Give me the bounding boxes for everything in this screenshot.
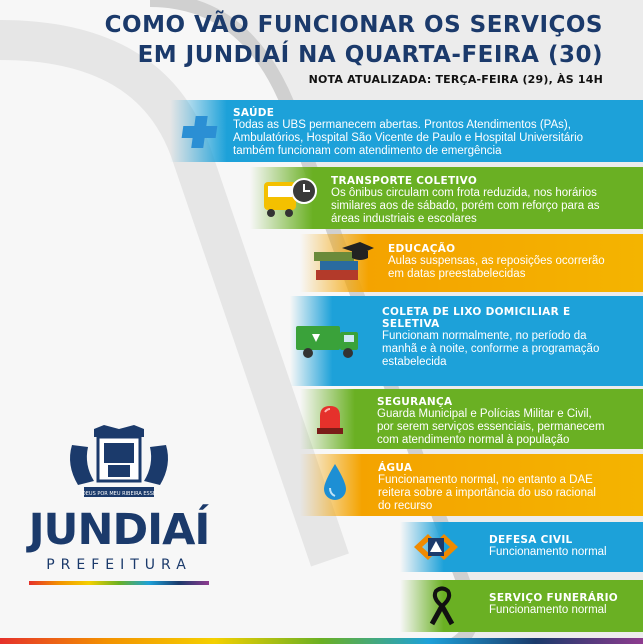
garbage-truck-icon	[294, 322, 362, 360]
service-text-line: Ambulatórios, Hospital São Vicente de Paulo e Hospital Universitário	[233, 132, 584, 144]
service-heading: COLETA DE LIXO DOMICILIAR E	[382, 306, 571, 318]
service-heading: DEFESA CIVIL	[489, 534, 573, 546]
service-text-line: por serem serviços essenciais, permanecem	[377, 421, 605, 433]
mourning-ribbon-icon	[428, 586, 456, 626]
header	[105, 10, 603, 88]
service-text-line: Funcionam normalmente, no período da	[382, 330, 587, 342]
health-cross-icon	[180, 114, 218, 150]
service-text-line: Funcionamento normal	[489, 546, 607, 558]
logo-subtitle: PREFEITURA	[46, 557, 192, 573]
service-heading: EDUCAÇÃO	[388, 243, 456, 255]
service-text-line: Os ônibus circulam com frota reduzida, nos horários	[331, 187, 597, 199]
service-text-line: Funcionamento normal, no entanto a DAE	[378, 474, 593, 486]
service-text-line: com atendimento normal à população	[377, 434, 570, 446]
update-note: NOTA ATUALIZADA: TERÇA-FEIRA (29), ÀS 14H	[308, 73, 603, 86]
jundiai-logo	[24, 425, 214, 585]
city-crest-icon	[64, 425, 174, 507]
bus-clock-icon	[262, 176, 318, 218]
logo-color-bar	[29, 581, 209, 585]
service-text-line: em datas preestabelecidas	[388, 268, 526, 280]
civil-defense-icon	[412, 530, 460, 564]
service-text-line: Aulas suspensas, as reposições ocorrerão	[388, 255, 605, 267]
police-siren-icon	[314, 402, 346, 436]
service-text-line: similares aos de sábado, porém com reforço para as	[331, 200, 600, 212]
bottom-color-bar	[0, 638, 643, 644]
service-text-line: manhã e à noite, conforme a programação	[382, 343, 600, 355]
service-heading: SAÚDE	[233, 107, 275, 119]
service-heading: SELETIVA	[382, 318, 440, 330]
title-line-1: COMO VÃO FUNCIONAR OS SERVIÇOS	[104, 12, 603, 38]
service-heading: SERVIÇO FUNERÁRIO	[489, 592, 619, 604]
crest-motto: DEUS POR MEU RIBEIRA ESSE	[81, 491, 157, 497]
service-text-line: Funcionamento normal	[489, 604, 607, 616]
service-text-line: reitera sobre a importância do uso racional	[378, 487, 596, 499]
service-security	[300, 389, 643, 449]
service-heading: TRANSPORTE COLETIVO	[331, 175, 478, 187]
service-text-line: estabelecida	[382, 356, 447, 368]
service-text-line: áreas industriais e escolares	[331, 213, 477, 225]
service-health	[170, 100, 643, 162]
service-text-line: do recurso	[378, 500, 433, 512]
title-line-2: EM JUNDIAÍ NA QUARTA-FEIRA (30)	[137, 42, 603, 68]
logo-wordmark: JUNDIAÍ	[28, 505, 210, 555]
service-text-line: Guarda Municipal e Polícias Militar e Civil,	[377, 408, 592, 420]
service-water	[300, 454, 643, 516]
service-heading: SEGURANÇA	[377, 396, 453, 408]
books-graduation-cap-icon	[312, 240, 374, 284]
water-drop-icon	[322, 462, 348, 502]
service-heading: ÁGUA	[378, 462, 413, 474]
service-text-line: Todas as UBS permanecem abertas. Prontos Atendimentos (PAs),	[233, 119, 571, 131]
service-text-line: também funcionam com atendimento de emergência	[233, 145, 502, 157]
